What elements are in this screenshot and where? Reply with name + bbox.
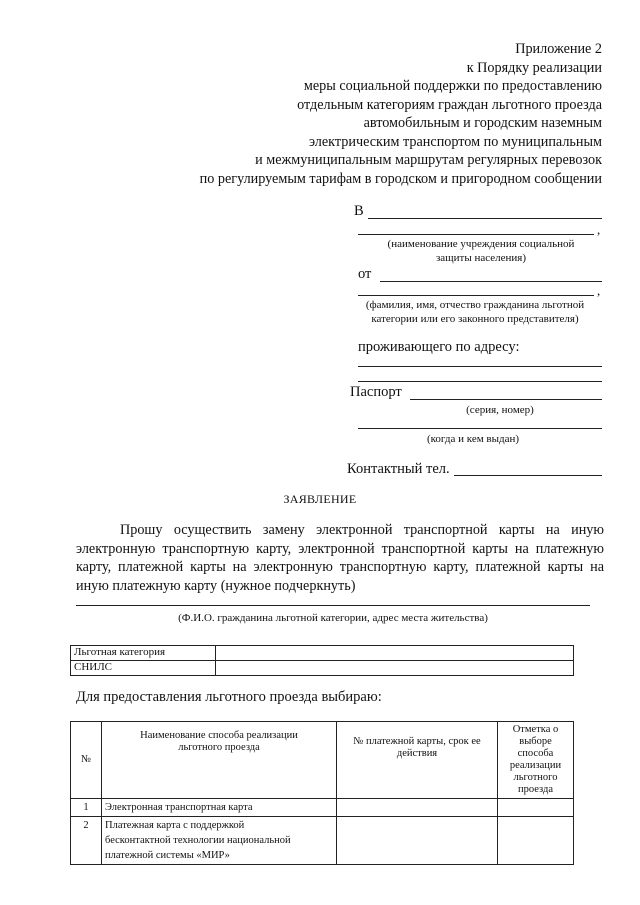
row-card[interactable] xyxy=(337,817,498,865)
row-num: 2 xyxy=(71,817,102,865)
col-mark-header: Отметка о выборе способа реализации льготного проезда xyxy=(498,722,574,799)
phone-label: Контактный тел. xyxy=(347,461,450,477)
col-num-header: № xyxy=(71,722,102,799)
row-mark[interactable] xyxy=(498,799,574,817)
table-row xyxy=(71,661,574,676)
issued-caption: (когда и кем выдан) xyxy=(426,433,520,445)
choose-text: Для предоставления льготного проезда выбираю: xyxy=(76,689,382,705)
passport-label: Паспорт xyxy=(350,384,402,400)
table-row xyxy=(71,799,574,817)
header-line: Приложение 2 xyxy=(515,41,602,57)
col-card-header: № платежной карты, срок ее действия xyxy=(337,722,498,799)
from-label: от xyxy=(358,266,372,282)
category-label: Льготная категория xyxy=(71,646,216,661)
caption-line: (фамилия, имя, отчество гражданина льготной xyxy=(365,299,585,311)
to-institution-line[interactable] xyxy=(368,218,602,219)
passport-issued-line[interactable] xyxy=(358,428,602,429)
row-mark[interactable] xyxy=(498,817,574,865)
row-card[interactable] xyxy=(337,799,498,817)
comma: , xyxy=(597,222,601,237)
appendix-header xyxy=(82,40,602,188)
header-line: по регулируемым тарифам в городском и пригородном сообщении xyxy=(199,170,602,187)
request-text: Прошу осуществить замену электронной транспортной карты на иную электронную транспортную карту, электронной транспортной карты на платежную карту, платежной карты на электронную транспортную карту, платежной карты на иную платежную карту (нужное подчеркнуть) xyxy=(76,522,604,595)
citizen-caption: (Ф.И.О. гражданина льготной категории, адрес места жительства) xyxy=(178,612,488,624)
address-line[interactable] xyxy=(358,366,602,367)
table-header-row xyxy=(71,722,574,799)
col-name-header: Наименование способа реализации льготного проезда xyxy=(102,722,337,799)
category-value[interactable] xyxy=(216,646,574,661)
caption-line: категории или его законного представителя) xyxy=(371,313,579,325)
passport-line[interactable] xyxy=(410,399,602,400)
row-method: Электронная транспортная карта xyxy=(102,799,337,817)
address-line-2[interactable] xyxy=(358,381,602,382)
from-name-line[interactable] xyxy=(380,281,602,282)
table-row xyxy=(71,817,574,865)
from-name-line-2[interactable] xyxy=(358,295,594,296)
caption-line: защиты населения) xyxy=(435,252,527,264)
phone-line[interactable] xyxy=(454,475,602,476)
passport-caption: (серия, номер) xyxy=(466,404,534,416)
applicant-caption xyxy=(344,298,606,326)
row-num: 1 xyxy=(71,799,102,817)
residing-label: проживающего по адресу: xyxy=(358,339,520,355)
to-label: В xyxy=(354,203,364,219)
citizen-info-line[interactable] xyxy=(76,605,590,606)
to-institution-line-2[interactable] xyxy=(358,234,594,235)
header-line: меры социальной поддержки по предоставлению xyxy=(303,78,602,94)
header-line: и межмуниципальным маршрутам регулярных перевозок xyxy=(255,152,602,168)
table-row xyxy=(71,646,574,661)
header-line: отдельным категориям граждан льготного проезда xyxy=(297,96,602,113)
snils-label: СНИЛС xyxy=(71,661,216,676)
row-method: Платежная карта с поддержкой бесконтактной технологии национальной платежной системы «МИР» xyxy=(102,817,337,865)
header-line: электрическим транспортом по муниципальным xyxy=(308,133,602,150)
comma: , xyxy=(597,283,601,298)
institution-caption xyxy=(358,237,604,265)
choice-table xyxy=(70,721,574,865)
header-line: автомобильным и городским наземным xyxy=(363,115,602,131)
document-title: ЗАЯВЛЕНИЕ xyxy=(283,492,357,506)
caption-line: (наименование учреждения социальной xyxy=(387,238,575,250)
header-line: к Порядку реализации xyxy=(466,59,602,76)
snils-value[interactable] xyxy=(216,661,574,676)
info-table xyxy=(70,645,574,676)
